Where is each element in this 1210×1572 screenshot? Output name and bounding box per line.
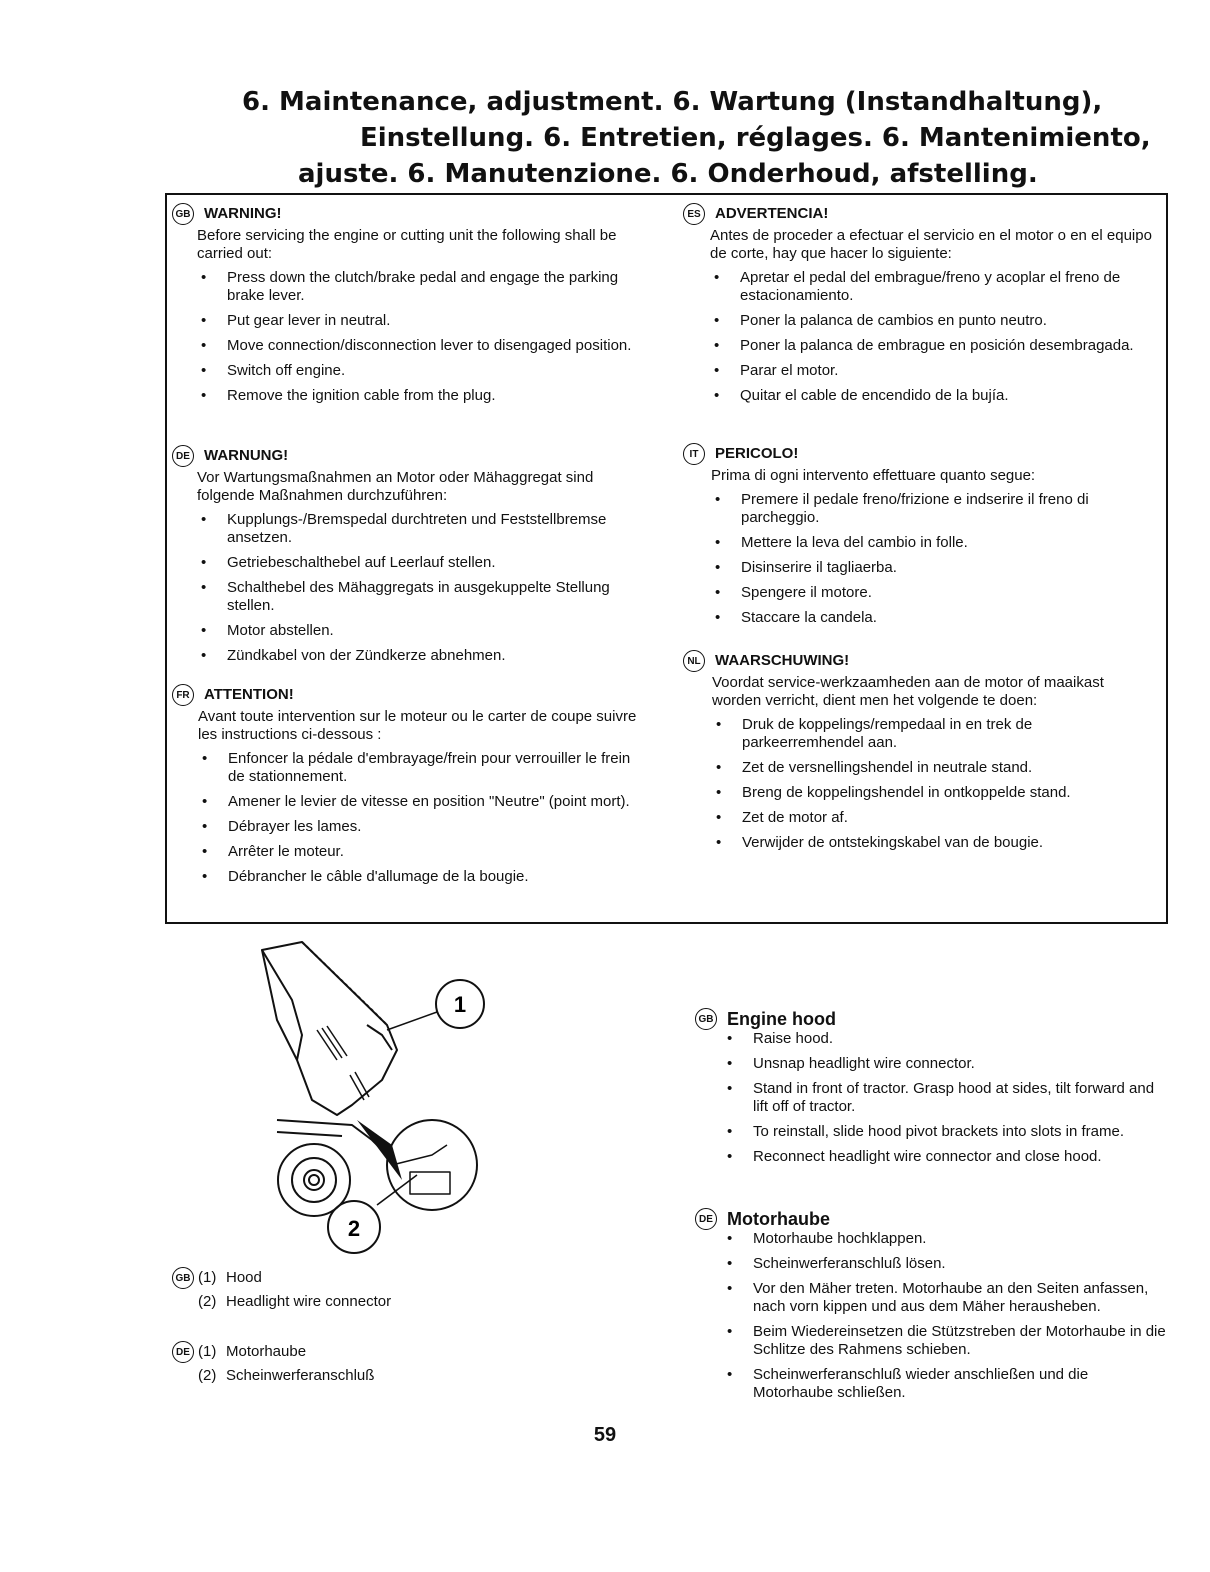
caption-label: Motorhaube [226,1343,307,1360]
list-item: • Getriebeschalthebel auf Leerlauf stellen. [197,554,642,572]
list-item: • Vor den Mäher treten. Motorhaube an den Seiten anfassen, nach vorn kippen und aus dem Mäher herausheben. [723,1280,1170,1316]
engine-hood-de-heading: Motorhaube [727,1209,830,1229]
warning-de-heading: WARNUNG! [204,447,289,464]
page-title [200,84,1151,192]
warning-gb-list [197,269,642,405]
warning-it-list [711,491,1153,627]
country-badge-gb-icon: GB [172,203,194,225]
engine-hood-de-list [695,1230,1170,1402]
list-item: • Enfoncer la pédale d'embrayage/frein pour verrouiller le frein de stationnement. [198,750,647,786]
grille-line [355,1072,369,1097]
engine-hood-gb-list [695,1030,1170,1166]
list-item: • Débrancher le câble d'allumage de la bougie. [198,868,647,886]
list-item: • Remove the ignition cable from the plug. [197,387,642,405]
country-badge-de-icon: DE [172,445,194,467]
callout-1-label: 1 [453,992,467,1017]
connector-wire [392,1145,447,1165]
caption-num: (2) [198,1293,217,1310]
warning-es-list [710,269,1153,405]
list-item: • Spengere il motore. [711,584,1153,602]
callout-1-leader [387,1012,437,1030]
list-item: • Premere il pedale freno/frizione e indserire il freno di parcheggio. [711,491,1153,527]
caption-num: (1) [198,1343,217,1360]
caption-label: Headlight wire connector [226,1293,392,1310]
list-item: • Move connection/disconnection lever to disengaged position. [197,337,642,355]
list-item: • Quitar el cable de encendido de la bujía. [710,387,1153,405]
warning-es-heading: ADVERTENCIA! [715,205,829,222]
list-item: • Débrayer les lames. [198,818,647,836]
country-badge-de-icon: DE [172,1341,194,1363]
list-item: • Mettere la leva del cambio in folle. [711,534,1153,552]
hood-side-edge [262,950,302,1060]
country-badge-gb-icon: GB [172,1267,194,1289]
list-item: • Poner la palanca de embrague en posición desembragada. [710,337,1153,355]
list-item: • Druk de koppelings/rempedaal in en trek de parkeerremhendel aan. [712,716,1153,752]
list-item: • Parar el motor. [710,362,1153,380]
title-line-2: Einstellung. 6. Entretien, réglages. 6. Mantenimiento, [360,123,1151,153]
warning-fr [172,684,647,893]
list-item: • Schalthebel des Mähaggregats in ausgekuppelte Stellung stellen. [197,579,642,615]
caption-label: Scheinwerferanschluß [226,1367,375,1384]
warning-it-heading: PERICOLO! [715,445,799,462]
caption-de [172,1340,374,1388]
list-item: • Press down the clutch/brake pedal and engage the parking brake lever. [197,269,642,305]
warning-it-intro: Prima di ogni intervento effettuare quanto segue: [711,467,1036,484]
wheel-center [304,1170,324,1190]
list-item: • Zündkabel von der Zündkerze abnehmen. [197,647,642,665]
list-item: • Switch off engine. [197,362,642,380]
warning-fr-intro: Avant toute intervention sur le moteur ou le carter de coupe suivre les instructions ci-dessous : [198,708,637,743]
engine-hood-gb-heading: Engine hood [727,1009,836,1029]
detail-circle [387,1120,477,1210]
warning-de-list [197,511,642,665]
warning-nl [683,650,1153,859]
title-line-3: ajuste. 6. Manutenzione. 6. Onderhoud, afstelling. [298,159,1038,189]
page-number: 59 [593,1424,617,1446]
list-item: • Staccare la candela. [711,609,1153,627]
warning-nl-intro: Voordat service-werkzaamheden aan de motor of maaikast worden verricht, dient men het volgende te doen: [712,674,1104,709]
callout-2-label: 2 [347,1216,361,1241]
list-item: • Kupplungs-/Bremspedal durchtreten und Feststellbremse ansetzen. [197,511,642,547]
title-line-1: 6. Maintenance, adjustment. 6. Wartung (Instandhaltung), [242,87,1103,117]
warning-gb-heading: WARNING! [204,205,282,222]
list-item: • Verwijder de ontstekingskabel van de bougie. [712,834,1153,852]
warning-fr-heading: ATTENTION! [204,686,294,703]
wheel-hub [292,1158,336,1202]
list-item: • Scheinwerferanschluß lösen. [723,1255,1170,1273]
caption-num: (2) [198,1367,217,1384]
caption-label: Hood [226,1269,262,1286]
list-item: • Put gear lever in neutral. [197,312,642,330]
warning-es-intro: Antes de proceder a efectuar el servicio en el motor o en el equipo de corte, hay que hacer lo siguiente: [710,227,1152,262]
wheel-axle [309,1175,319,1185]
list-item: • Motorhaube hochklappen. [723,1230,1170,1248]
list-item: • Beim Wiedereinsetzen die Stützstreben der Motorhaube in die Schlitze des Rahmens schieben. [723,1323,1170,1359]
warning-es [683,203,1153,412]
detail-pointer [357,1120,402,1180]
list-item: • Raise hood. [723,1030,1170,1048]
warning-gb [172,203,642,412]
country-badge-de-icon: DE [695,1208,717,1230]
list-item: • Poner la palanca de cambios en punto neutro. [710,312,1153,330]
hood-illustration [232,940,502,1260]
country-badge-es-icon: ES [683,203,705,225]
list-item: • Scheinwerferanschluß wieder anschließen und die Motorhaube schließen. [723,1366,1170,1402]
callout-2-leader [377,1175,417,1205]
list-item: • Motor abstellen. [197,622,642,640]
list-item: • Zet de versnellingshendel in neutrale stand. [712,759,1153,777]
list-item: • Arrêter le moteur. [198,843,647,861]
engine-hood-de [695,1208,1170,1409]
list-item: • Unsnap headlight wire connector. [723,1055,1170,1073]
country-badge-gb-icon: GB [695,1008,717,1030]
engine-hood-gb [695,1008,1170,1173]
warning-gb-intro: Before servicing the engine or cutting unit the following shall be carried out: [197,227,617,262]
list-item: • To reinstall, slide hood pivot brackets into slots in frame. [723,1123,1170,1141]
list-item: • Reconnect headlight wire connector and close hood. [723,1148,1170,1166]
frame-line [277,1132,342,1136]
list-item: • Zet de motor af. [712,809,1153,827]
list-item: • Breng de koppelingshendel in ontkoppelde stand. [712,784,1153,802]
list-item: • Disinserire il tagliaerba. [711,559,1153,577]
country-badge-fr-icon: FR [172,684,194,706]
grille-line [350,1075,364,1100]
caption-num: (1) [198,1269,217,1286]
caption-gb [172,1266,391,1314]
list-item: • Apretar el pedal del embrague/freno y acoplar el freno de estacionamiento. [710,269,1153,305]
warning-de [172,445,642,672]
warning-fr-list [198,750,647,886]
country-badge-nl-icon: NL [683,650,705,672]
warning-de-intro: Vor Wartungsmaßnahmen an Motor oder Mähaggregat sind folgende Maßnahmen durchzuführen: [197,469,594,504]
warning-nl-list [712,716,1153,852]
list-item: • Stand in front of tractor. Grasp hood at sides, tilt forward and lift off of tractor. [723,1080,1170,1116]
warning-it [683,443,1153,634]
country-badge-it-icon: IT [683,443,705,465]
warning-nl-heading: WAARSCHUWING! [715,652,850,669]
list-item: • Amener le levier de vitesse en position "Neutre" (point mort). [198,793,647,811]
